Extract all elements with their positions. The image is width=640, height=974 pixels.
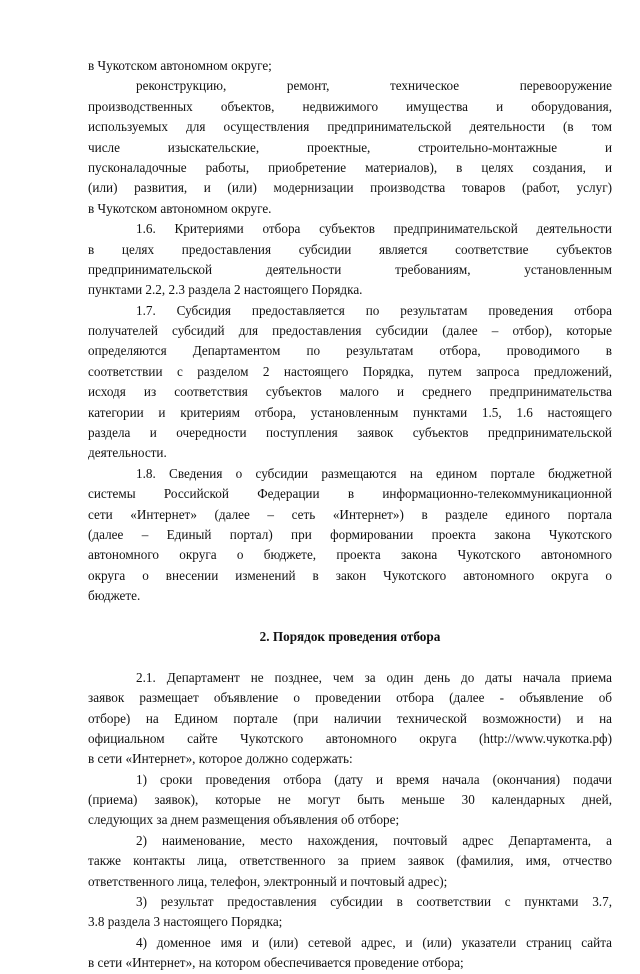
text-line: используемых для осуществления предпринимательской деятельности (в том [88, 119, 612, 135]
text-line: бюджете. [88, 588, 141, 604]
paragraph-first-line: 1.8. Сведения о субсидии размещаются на едином портале бюджетной [136, 465, 612, 481]
text-line: числе изыскательские, проектные, строительно-монтажные и [88, 139, 612, 155]
text-line: в целях предоставления субсидии является соответствие субъектов [88, 241, 612, 257]
paragraph-first-line: 1.7. Субсидия предоставляется по результатам проведения отбора [136, 302, 612, 318]
paragraph-first-line: 3) результат предоставления субсидии в соответствии с пунктами 3.7, [136, 894, 612, 910]
text-line: в сети «Интернет», которое должно содержать: [88, 751, 353, 767]
text-line: ответственного лица, телефон, электронный и почтовый адрес); [88, 873, 448, 889]
text-line: (или) развития, и (или) модернизации производства товаров (работ, услуг) [88, 180, 612, 196]
text-line: следующих за днем размещения объявления об отборе; [88, 812, 400, 828]
text-line: в Чукотском автономном округе. [88, 200, 272, 216]
text-line: пунктами 2.2, 2.3 раздела 2 настоящего Порядка. [88, 282, 363, 298]
blank-line [88, 647, 612, 667]
text-line: категории и критериям отбора, установленным пунктами 1.5, 1.6 настоящего [88, 404, 612, 420]
text-line: официальном сайте Чукотского автономного округа (http://www.чукотка.рф) [88, 730, 612, 746]
text-line: 3.8 раздела 3 настоящего Порядка; [88, 914, 283, 930]
text-line: получателей субсидий для предоставления субсидии (далее – отбор), которые [88, 323, 612, 339]
text-line: отборе) на Едином портале (при наличии технической возможности) и на [88, 710, 612, 726]
document-page [88, 56, 612, 974]
section-heading: 2. Порядок проведения отбора [259, 628, 441, 644]
text-line: также контакты лица, ответственного за прием заявок (фамилия, имя, отчество [88, 853, 612, 869]
text-line: предпринимательской деятельности требованиям, установленным [88, 261, 612, 277]
blank-line [88, 607, 612, 627]
text-line: (приема) заявок), которые не могут быть меньше 30 календарных дней, [88, 792, 612, 808]
paragraph-first-line: 2) наименование, место нахождения, почтовый адрес Департамента, а [136, 832, 612, 848]
paragraph-first-line: 4) доменное имя и (или) сетевой адрес, и (или) указатели страниц сайта [136, 934, 612, 950]
text-line: определяются Департаментом по результатам отбора, проводимого в [88, 343, 612, 359]
text-line: округа о внесении изменений в закон Чукотского автономного округа о [88, 567, 612, 583]
text-line: пусконаладочные работы, приобретение материалов), в целях создания, и [88, 159, 612, 175]
text-line: исходя из соответствия субъектов малого и среднего предпринимательства [88, 384, 612, 400]
text-line: деятельности. [88, 445, 167, 461]
text-line: автономного округа о бюджете, проекта закона Чукотского автономного [88, 547, 612, 563]
paragraph-first-line: реконструкцию, ремонт, техническое перевооружение [136, 78, 612, 94]
text-line: раздела и очередности поступления заявок субъектов предпринимательской [88, 425, 612, 441]
text-line: производственных объектов, недвижимого имущества и оборудования, [88, 98, 612, 114]
text-line: заявок размещает объявление о проведении отбора (далее - объявление об [88, 690, 612, 706]
paragraph-first-line: 1) сроки проведения отбора (дату и время начала (окончания) подачи [136, 771, 612, 787]
text-line: системы Российской Федерации в информационно-телекоммуникационной [88, 486, 612, 502]
text-line: сети «Интернет» (далее – сеть «Интернет») в разделе единого портала [88, 506, 612, 522]
paragraph-first-line: 2.1. Департамент не позднее, чем за один день до даты начала приема [136, 669, 612, 685]
text-line: в Чукотском автономном округе; [88, 58, 272, 73]
paragraph-first-line: 1.6. Критериями отбора субъектов предпринимательской деятельности [136, 221, 612, 237]
text-line: соответствии с разделом 2 настоящего Порядка, путем запроса предложений, [88, 363, 612, 379]
text-line: (далее – Единый портал) при формировании проекта закона Чукотского [88, 526, 612, 542]
text-line: в сети «Интернет», на котором обеспечивается проведение отбора; [88, 955, 464, 971]
